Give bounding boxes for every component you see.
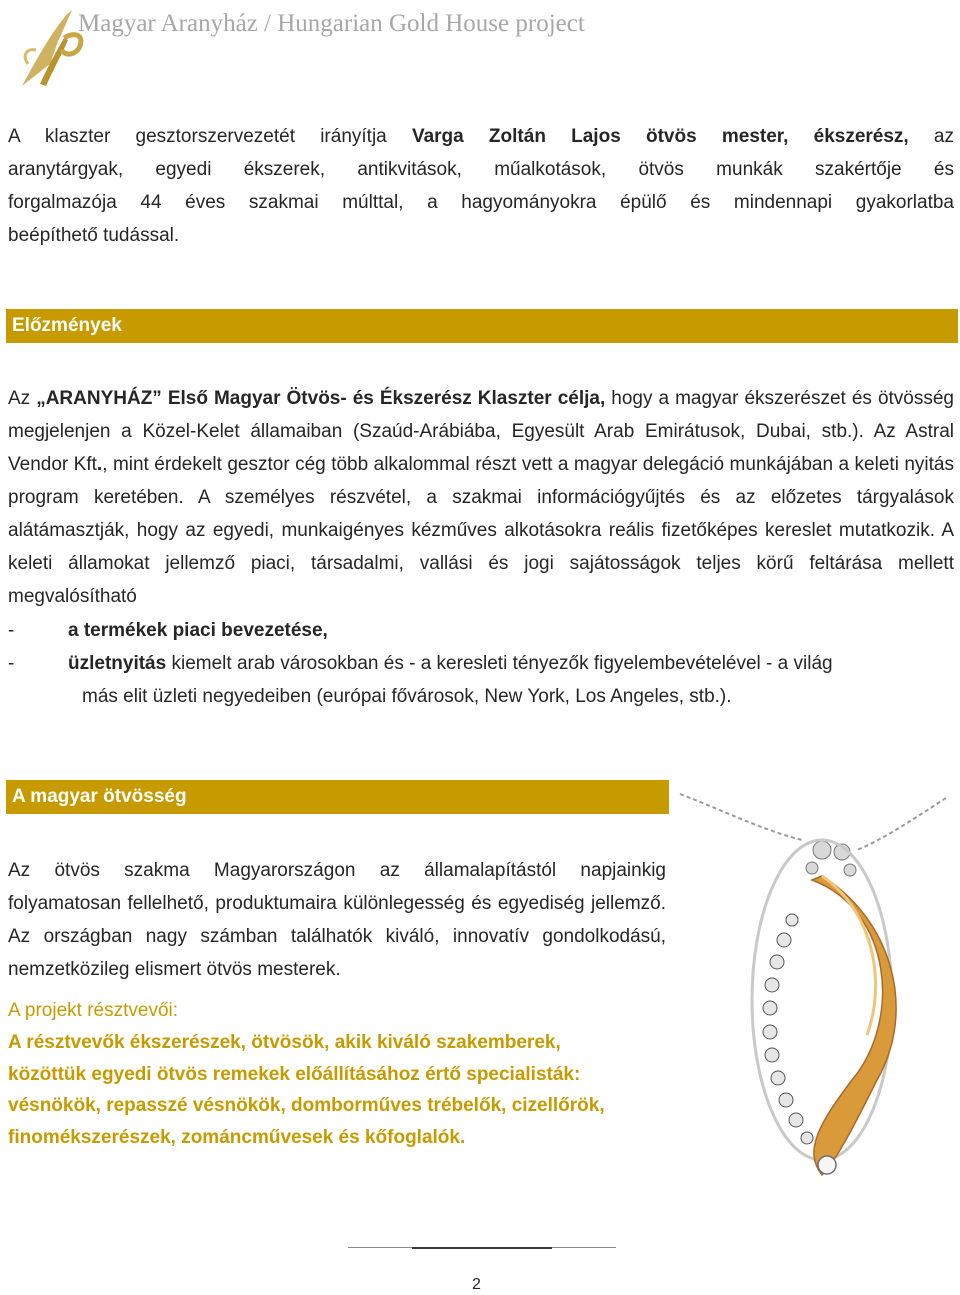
participants-line: finomékszerészek, zománcművesek és kőfoglalók. xyxy=(8,1126,466,1148)
participants-line: vésnökök, repasszé vésnökök, domborműves trébelők, cizellőrök, xyxy=(8,1095,605,1116)
cluster-goal-bold: „ARANYHÁZ” Első Magyar Ötvös- és Ékszerész Klaszter célja, xyxy=(36,388,606,409)
intro-paragraph xyxy=(8,120,954,252)
participants-line: közöttük egyedi ötvös remekek előállításához értő specialisták: xyxy=(8,1063,581,1085)
list-item xyxy=(8,647,954,680)
intro-name-bold: Varga Zoltán Lajos ötvös mester, ékszerész, xyxy=(411,126,909,147)
section-heading-bar xyxy=(6,780,669,814)
section1-text: hogy a magyar ékszerészet és ötvösség megjelenjen a Közel-Kelet államaiban (Szaúd-Arábiába, Egyesült Arab Emirátusok, Dubai, stb.). Az Astral Vendor Kft xyxy=(8,388,954,475)
section1-text: , mint érdekelt gesztor cég több alkalommal részt vett a magyar delegáció munkájában a keleti nyitás program keretében. A személyes részvétel, a szakmai információgyűjtés és az előzetes tárgyalások alátámasztják, hogy az egyedi, munkaigényes kézműves alkotásokra reális fizetőképes kereslet mutatkozik. A keleti államokat jellemző piaci, társadalmi, vallási és jogi sajátosságok teljes körű feltárása mellett megvalósítható xyxy=(8,454,955,607)
footer-divider-accent xyxy=(412,1247,552,1249)
intro-line: beépíthető tudással. xyxy=(8,225,180,246)
section1-paragraph xyxy=(8,382,954,613)
bullet-text: kiemelt arab városokban és - a keresleti tényezők figyelembevételével - a világ xyxy=(166,653,833,674)
page-number: 2 xyxy=(472,1276,481,1293)
intro-text: az xyxy=(908,126,955,147)
bullet-bold: üzletnyitás xyxy=(68,653,167,674)
pendant-sketch-icon xyxy=(672,780,954,1192)
section-heading-bar xyxy=(6,309,958,343)
section-heading: Előzmények xyxy=(12,315,122,336)
section1-bold-dot: . xyxy=(96,454,103,475)
intro-line: forgalmazója 44 éves szakmai múlttal, a hagyományokra épülő és mindennapi gyakorlatba xyxy=(8,192,954,213)
bullet-dash: - xyxy=(8,653,15,674)
participants-line: A résztvevők ékszerészek, ötvösök, akik kiváló szakemberek, xyxy=(8,1032,561,1053)
section1-text: Az xyxy=(8,388,37,409)
list-item-continuation: más elit üzleti negyedeiben (európai fővárosok, New York, Los Angeles, stb.). xyxy=(82,686,732,707)
intro-line: aranytárgyak, egyedi ékszerek, antikvitások, műalkotások, ötvös munkák szakértője és xyxy=(8,159,954,180)
list-item xyxy=(8,614,954,647)
bullet-dash: - xyxy=(8,620,15,641)
section-heading: A magyar ötvösség xyxy=(12,786,187,807)
section2-paragraph: Az ötvös szakma Magyarországon az államalapítástól napjainkig folyamatosan fellelhető, produktumaira különlegesség és egyediség jellemző. Az országban nagy számban találhatók kiváló, innovatív gondolkodású, nemzetközileg elismert ötvös mesterek. xyxy=(8,860,666,980)
intro-text: A klaszter gesztorszervezetét irányítja xyxy=(8,126,412,147)
bullet-bold: a termékek piaci bevezetése, xyxy=(68,620,328,641)
participants-list xyxy=(8,1027,668,1153)
header-title: Magyar Aranyház / Hungarian Gold House project xyxy=(78,10,585,37)
participants-title: A projekt résztvevői: xyxy=(8,1000,179,1021)
